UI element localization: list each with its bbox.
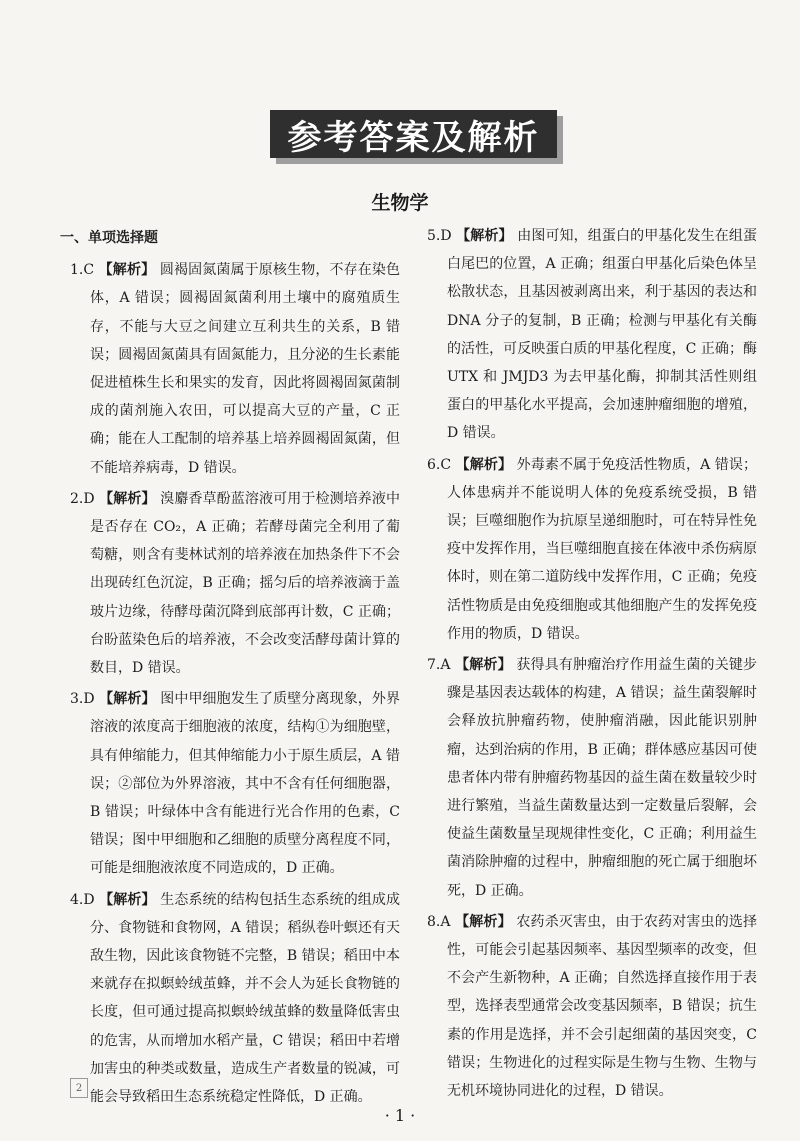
analysis-tag: 【解析】 — [456, 228, 513, 244]
answer-number: 2.D — [70, 490, 95, 507]
answer-number: 8.A — [427, 913, 451, 930]
analysis-tag: 【解析】 — [99, 490, 156, 507]
left-column — [60, 222, 401, 1114]
answer-text: 由图可知，组蛋白的甲基化发生在组蛋白尾巴的位置，A 正确；组蛋白甲基化后染色体呈松散状态，且基因被剥离出来，利于基因的表达和 DNA 分子的复制，B 正确；检测与甲基化有关酶的活性，可反映蛋白质的甲基化程度，C 正确；酶 UTX 和 JMJD3 为去甲基化酶，抑制其活性则组蛋白的甲基化水平提高，会加速肿瘤细胞的增殖，D 错误。 — [447, 228, 758, 442]
answer-text: 农药杀灭害虫，由于农药对害虫的选择性，可能会引起基因频率、基因型频率的改变，但不会产生新物种，A 正确；自然选择直接作用于表型，选择表型通常会改变基因频率，B 错误；抗生素的作用是选择，并不会引起细菌的基因突变，C 错误；生物进化的过程实际是生物与生物、生物与无机环境协同进化的过程，D 错误。 — [447, 913, 758, 1100]
analysis-tag: 【解析】 — [455, 456, 513, 473]
answer-text: 生态系统的结构包括生态系统的组成成分、食物链和食物网，A 错误；稻纵卷叶螟还有天敌生物，因此该食物链不完整，B 错误；稻田中本来就存在拟螟蛉绒茧蜂，并不会人为延长食物链的长度，但可通过提高拟螟蛉绒茧蜂的数量降低害虫的危害，从而增加水稻产量，C 错误；稻田中若增加害虫的种类或数量，造成生产者数量的锐减，可能会导致稻田生态系统稳定性降低，D 正确。 — [90, 891, 401, 1106]
answer-number: 3.D — [70, 691, 95, 708]
analysis-tag: 【解析】 — [455, 913, 512, 930]
analysis-tag: 【解析】 — [455, 657, 512, 674]
answer-3 — [70, 685, 400, 882]
page-title: 参考答案及解析 — [270, 110, 557, 158]
answer-text: 圆褐固氮菌属于原核生物，不存在染色体，A 错误；圆褐固氮菌利用土壤中的腐殖质生存，不能与大豆之间建立互利共生的关系，B 错误；圆褐固氮菌具有固氮能力，且分泌的生长素能促进植株生长和果实的发育，因此将圆褐固氮菌制成的菌剂施入农田，可以提高大豆的产量，C 正确；能在人工配制的培养基上培养圆褐固氮菌，但不能培养病毒，D 错误。 — [90, 262, 401, 476]
answer-number: 6.C — [427, 456, 452, 473]
answer-2 — [70, 485, 400, 682]
subject-heading: 生物学 — [371, 192, 429, 214]
page-number: · 1 · — [384, 1106, 416, 1125]
answer-text: 图中甲细胞发生了质壁分离现象，外界溶液的浓度高于细胞液的浓度，结构①为细胞壁，具有伸缩能力，但其伸缩能力小于原生质层，A 错误；②部位为外界溶液，其中不含有任何细胞器，B 错误；叶绿体中含有能进行光合作用的色素，C 错误；图中甲细胞和乙细胞的质壁分离程度不同，可能是细胞液浓度不同造成的，D 正确。 — [90, 691, 401, 877]
answer-text: 获得具有肿瘤治疗作用益生菌的关键步骤是基因表达载体的构建，A 错误；益生菌裂解时会释放抗肿瘤药物，使肿瘤消融，因此能识别肿瘤，达到治病的作用，B 正确；群体感应基因可使患者体内带有肿瘤药物基因的益生菌在数量较少时进行繁殖，当益生菌数量达到一定数量后裂解，会使益生菌数量呈现规律性变化，C 正确；利用益生菌消除肿瘤的过程中，肿瘤细胞的死亡属于细胞坏死，D 正确。 — [447, 657, 758, 899]
answer-4 — [70, 886, 400, 1112]
answer-number: 5.D — [427, 228, 452, 244]
analysis-tag: 【解析】 — [99, 891, 156, 908]
right-column — [427, 222, 757, 1108]
answer-6 — [427, 451, 757, 648]
analysis-tag: 【解析】 — [98, 262, 156, 279]
answer-number: 1.C — [70, 262, 95, 279]
corner-mark: 2 — [70, 1078, 88, 1098]
answer-7 — [427, 651, 757, 905]
section-title: 一、单项选择题 — [60, 230, 158, 246]
answer-number: 7.A — [427, 657, 451, 674]
answer-text: 外毒素不属于免疫活性物质，A 错误；人体患病并不能说明人体的免疫系统受损，B 错误；巨噬细胞作为抗原呈递细胞时，可在特异性免疫中发挥作用，当巨噬细胞直接在体液中杀伤病原体时，则在第二道防线中发挥作用，C 正确；免疫活性物质是由免疫细胞或其他细胞产生的发挥免疫作用的物质，D 错误。 — [447, 456, 757, 642]
answer-1 — [70, 256, 400, 482]
answer-number: 4.D — [70, 891, 95, 908]
answer-8 — [427, 908, 757, 1105]
analysis-tag: 【解析】 — [99, 691, 156, 708]
answer-5 — [427, 222, 757, 448]
answer-text: 溴麝香草酚蓝溶液可用于检测培养液中是否存在 CO₂，A 正确；若酵母菌完全利用了葡萄糖，则含有斐林试剂的培养液在加热条件下不会出现砖红色沉淀，B 正确；摇匀后的培养液滴于盖玻片边缘，待酵母菌沉降到底部再计数，C 正确；台盼蓝染色后的培养液，不会改变活酵母菌计算的数目，D 错误。 — [90, 490, 401, 677]
